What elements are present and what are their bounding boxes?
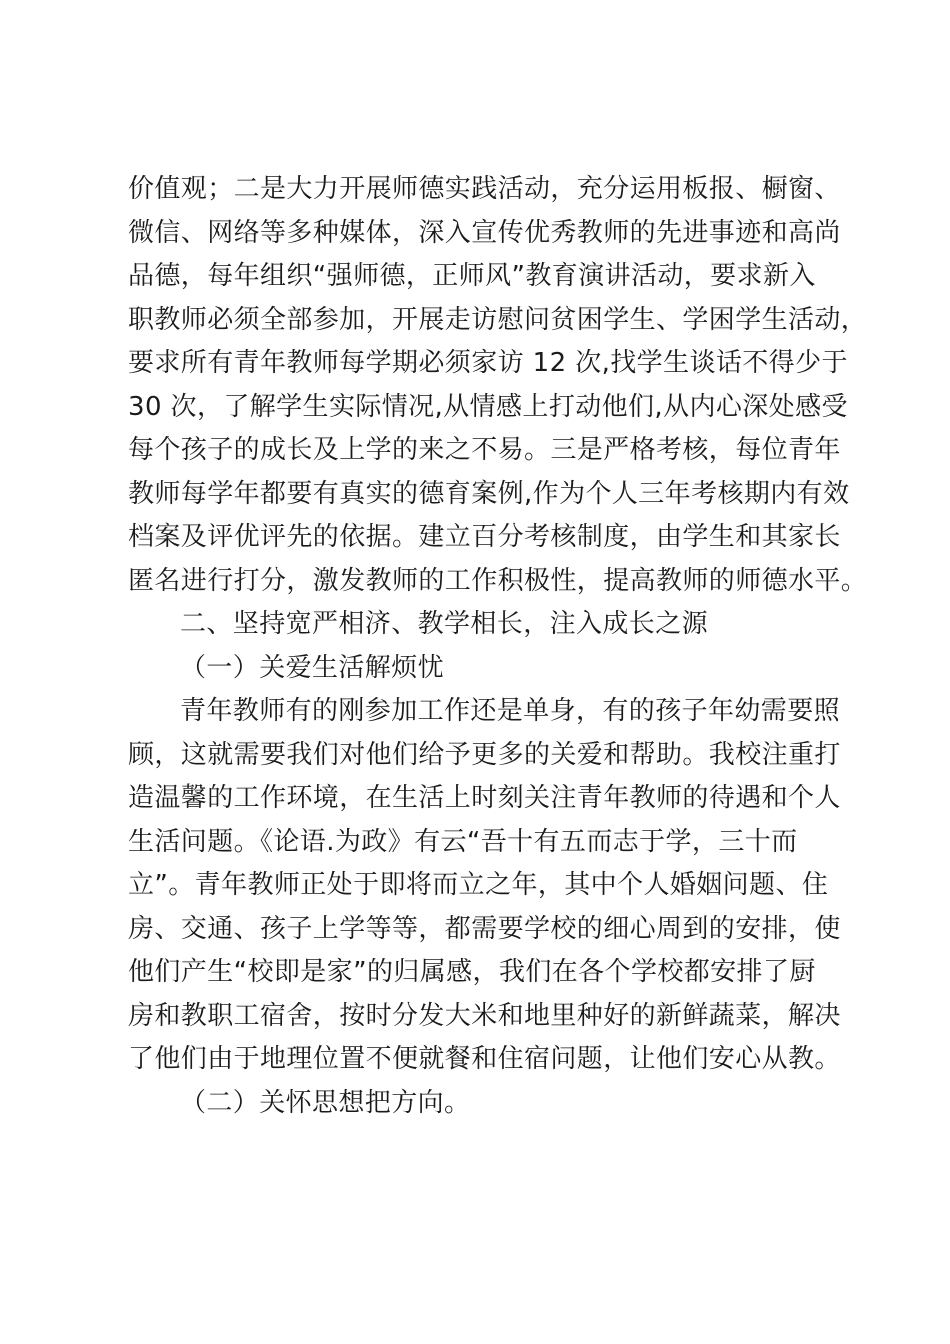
text-line: 价值观；二是大力开展师德实践活动，充分运用板报、橱窗、 xyxy=(128,174,841,204)
text-line: 要求所有青年教师每学期必须家访 12 次,找学生谈话不得少于 xyxy=(128,348,848,378)
subsection-heading: （一）关爱生活解烦忧 xyxy=(180,652,445,683)
text-line: 微信、网络等多种媒体，深入宣传优秀教师的先进事迹和高尚 xyxy=(128,217,841,248)
text-line: 教师每学年都要有真实的德育案例,作为个人三年考核期内有效 xyxy=(128,478,850,509)
text-line: 房和教职工宿舍，按时分发大米和地里种好的新鲜蔬菜，解决 xyxy=(128,1000,841,1031)
body-text xyxy=(128,168,868,1125)
text-line: 顾，这就需要我们对他们给予更多的关爱和帮助。我校注重打 xyxy=(128,739,841,770)
text-line: 了他们由于地理位置不便就餐和住宿问题，让他们安心从教。 xyxy=(128,1044,841,1074)
text-line: 档案及评优评先的依据。建立百分考核制度，由学生和其家长 xyxy=(128,522,841,552)
paragraph-start-line: 青年教师有的刚参加工作还是单身，有的孩子年幼需要照 xyxy=(180,696,841,726)
text-line: 立”。青年教师正处于即将而立之年，其中个人婚姻问题、住 xyxy=(128,870,829,900)
text-line: 品德，每年组织“强师德，正师风”教育演讲活动，要求新入 xyxy=(128,261,816,291)
subsection-heading: （二）关怀思想把方向。 xyxy=(180,1087,471,1118)
text-line: 生活问题。《论语.为政》有云“吾十有五而志于学，三十而 xyxy=(128,826,798,857)
text-line: 匿名进行打分，激发教师的工作积极性，提高教师的师德水平。 xyxy=(128,565,868,596)
text-line: 职教师必须全部参加，开展走访慰问贫困学生、学困学生活动， xyxy=(128,304,868,335)
text-line: 房、交通、孩子上学等等，都需要学校的细心周到的安排，使 xyxy=(128,913,841,944)
section-heading: 二、坚持宽严相济、教学相长，注入成长之源 xyxy=(180,609,709,639)
text-line: 他们产生“校即是家”的归属感，我们在各个学校都安排了厨 xyxy=(128,957,816,987)
text-line: 每个孩子的成长及上学的来之不易。三是严格考核，每位青年 xyxy=(128,435,841,465)
text-line: 造温馨的工作环境，在生活上时刻关注青年教师的待遇和个人 xyxy=(128,783,841,813)
text-line: 30 次，了解学生实际情况,从情感上打动他们,从内心深处感受 xyxy=(128,391,848,422)
